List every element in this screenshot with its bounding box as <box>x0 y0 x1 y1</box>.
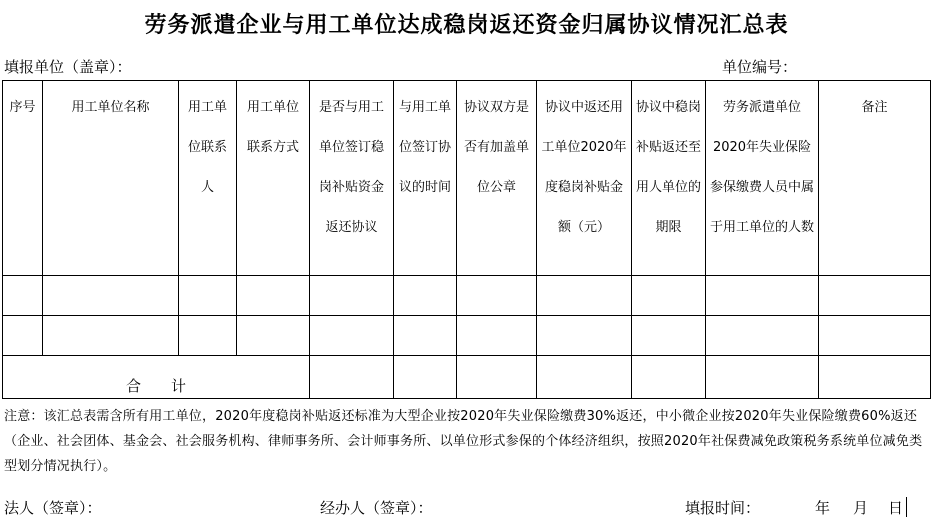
note-text: 注意：该汇总表需含所有用工单位，2020年度稳岗补贴返还标准为大型企业按2020年失业保险缴费30%返还，中小微企业按2020年失业保险缴费60%返还（企业、社会团体、基金会、社会服务机构、律师事务所、会计师事务所、以单位形式参保的个体经济组织，按照2020年社保费减免政策税务系统单位减免类型划分情况执行）。 <box>4 409 923 474</box>
col-refund-period-header: 协议中稳岗补贴返还至用人单位的期限 <box>632 81 706 276</box>
table-cell[interactable] <box>457 356 537 399</box>
table-cell[interactable] <box>537 356 632 399</box>
table-header-row <box>3 81 931 276</box>
table-cell[interactable] <box>537 316 632 356</box>
table-cell[interactable] <box>819 276 931 316</box>
reporting-unit-label: 填报单位（盖章）： <box>4 58 132 76</box>
table-cell[interactable] <box>237 276 310 316</box>
table-cell[interactable] <box>179 276 237 316</box>
page-title: 劳务派遣企业与用工单位达成稳岗返还资金归属协议情况汇总表 <box>144 12 789 38</box>
table-row <box>3 276 931 316</box>
col-employer-phone-header: 用工单位联系方式 <box>237 81 310 276</box>
total-row <box>3 356 931 399</box>
table-cell[interactable] <box>706 316 819 356</box>
col-employer-contact-header: 用工单位联系人 <box>179 81 237 276</box>
table-cell[interactable] <box>43 276 179 316</box>
year-label: 年 <box>815 499 831 517</box>
col-refund-amount-header: 协议中返还用工单位2020年度稳岗补贴金额（元） <box>537 81 632 276</box>
table-cell[interactable] <box>457 316 537 356</box>
col-employer-name-header: 用工单位名称 <box>43 81 179 276</box>
table-cell[interactable] <box>310 316 394 356</box>
table-cell[interactable] <box>632 276 706 316</box>
table-cell[interactable] <box>3 276 43 316</box>
legal-person-signature-label: 法人（签章）： <box>4 499 102 517</box>
unit-number-label: 单位编号： <box>722 58 798 76</box>
col-serial-header: 序号 <box>3 81 43 276</box>
table-cell[interactable] <box>3 316 43 356</box>
table-cell[interactable] <box>819 356 931 399</box>
table-cell[interactable] <box>632 316 706 356</box>
table-cell[interactable] <box>179 316 237 356</box>
table-cell[interactable] <box>237 316 310 356</box>
summary-table <box>2 80 931 399</box>
col-agreement-signed-header: 是否与用工单位签订稳岗补贴资金返还协议 <box>310 81 394 276</box>
total-label: 合 计 <box>3 356 310 399</box>
col-insured-count-header: 劳务派遣单位2020年失业保险参保缴费人员中属于用工单位的人数 <box>706 81 819 276</box>
table-cell[interactable] <box>394 276 457 316</box>
table-cell[interactable] <box>457 276 537 316</box>
day-label: 日 <box>888 499 904 517</box>
table-row <box>3 316 931 356</box>
col-agreement-date-header: 与用工单位签订协议的时间 <box>394 81 457 276</box>
table-cell[interactable] <box>706 356 819 399</box>
table-cell[interactable] <box>310 356 394 399</box>
handler-signature-label: 经办人（签章）： <box>320 499 433 517</box>
table-cell[interactable] <box>819 316 931 356</box>
month-label: 月 <box>853 499 869 517</box>
table-cell[interactable] <box>394 316 457 356</box>
table-cell[interactable] <box>706 276 819 316</box>
table-cell[interactable] <box>632 356 706 399</box>
col-seal-header: 协议双方是否有加盖单位公章 <box>457 81 537 276</box>
table-cell[interactable] <box>394 356 457 399</box>
table-cell[interactable] <box>537 276 632 316</box>
fill-time-label: 填报时间： <box>685 499 761 517</box>
table-cell[interactable] <box>43 316 179 356</box>
table-cell[interactable] <box>310 276 394 316</box>
col-remarks-header: 备注 <box>819 81 931 276</box>
text-cursor <box>906 497 907 517</box>
